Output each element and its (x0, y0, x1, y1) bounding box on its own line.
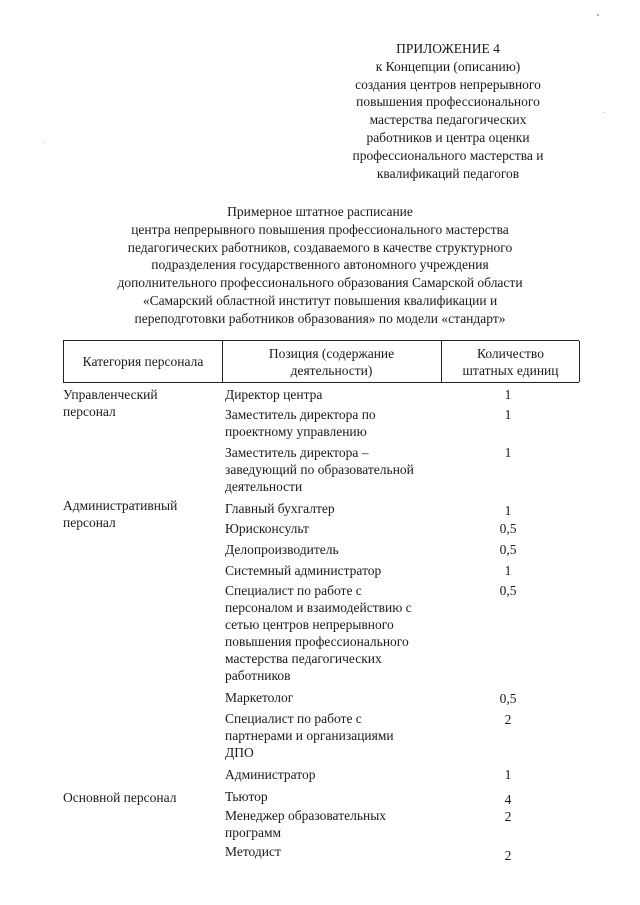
table-row (225, 766, 440, 783)
appendix-line: к Концепции (описанию) (375, 58, 521, 74)
table-row (225, 843, 440, 860)
position-line: сетью центров непрерывного (225, 617, 394, 632)
scan-speck (604, 112, 605, 113)
table-row (225, 582, 440, 684)
header-line: Позиция (содержание (268, 345, 395, 361)
header-line: штатных единиц (462, 362, 559, 378)
appendix-line: квалификаций педагогов (376, 165, 520, 181)
title-line: педагогических работников, создаваемого в качестве структурного (127, 239, 513, 255)
position-line: Специалист по работе с (225, 711, 362, 726)
position-line: персоналом и взаимодействию с (225, 600, 412, 615)
table-row (225, 788, 440, 805)
position-line: Юрисконсульт (225, 521, 309, 536)
position-line: Маркетолог (225, 690, 294, 705)
category-line: персонал (63, 515, 116, 530)
table-row (225, 444, 440, 495)
position-line: партнерами и организациями (225, 728, 394, 743)
position-line: Заместитель директора – (225, 445, 369, 460)
category-core (63, 789, 219, 806)
appendix-block (330, 40, 566, 182)
position-line: Делопроизводитель (225, 542, 339, 557)
table-row (225, 406, 440, 440)
position-line: Менеджер образовательных (225, 808, 387, 823)
quantity-cell: 0,5 (499, 691, 517, 706)
scan-speck (43, 142, 44, 143)
position-line: Главный бухгалтер (225, 501, 335, 516)
position-line: Заместитель директора по (225, 407, 376, 422)
table-row (225, 500, 440, 517)
quantity-cell: 2 (504, 848, 512, 863)
position-line: Системный администратор (225, 563, 382, 578)
quantity-cell: 1 (504, 407, 512, 422)
header-line: Количество (477, 345, 544, 361)
scan-speck (597, 14, 599, 16)
position-line: Тьютор (225, 789, 268, 804)
table-row (225, 386, 440, 403)
quantity-cell: 1 (504, 503, 512, 518)
title-line: дополнительного профессионального образования Самарской области (117, 275, 523, 291)
category-administrative (63, 497, 219, 531)
quantity-cell: 1 (504, 387, 512, 402)
title-line: центра непрерывного повышения профессионального мастерства (131, 221, 509, 237)
category-line: Управленческий (63, 387, 158, 402)
category-line: Административный (63, 498, 178, 513)
staff-table (63, 340, 579, 863)
title-line: подразделения государственного автономного учреждения (151, 257, 489, 273)
category-line: Основной персонал (63, 790, 177, 805)
appendix-line: работников и центра оценки (366, 129, 530, 145)
position-line: мастерства педагогических (225, 651, 382, 666)
table-row (225, 562, 440, 579)
position-line: деятельности (225, 479, 303, 494)
position-line: Специалист по работе с (225, 583, 362, 598)
position-line: ДПО (225, 745, 254, 760)
quantity-cell: 1 (504, 767, 512, 782)
header-line: деятельности) (290, 362, 373, 378)
table-row (225, 807, 440, 841)
position-line: Администратор (225, 767, 316, 782)
category-managerial (63, 386, 219, 420)
position-line: Методист (225, 844, 281, 859)
title-line: переподготовки работников образования» по модели «стандарт» (134, 310, 506, 326)
quantity-cell: 2 (504, 712, 512, 727)
header-position (222, 341, 442, 382)
table-row (225, 710, 440, 761)
quantity-cell: 0,5 (499, 583, 517, 598)
appendix-line: ПРИЛОЖЕНИЕ 4 (396, 41, 500, 56)
position-line: повышения профессионального (225, 634, 409, 649)
quantity-cell: 4 (504, 792, 512, 807)
header-line: Категория персонала (82, 354, 204, 369)
quantity-cell: 1 (504, 445, 512, 460)
header-quantity (442, 341, 580, 382)
table-header (63, 340, 579, 383)
position-line: проектному управлению (225, 424, 367, 439)
appendix-line: мастерства педагогических (369, 112, 527, 128)
quantity-cell: 1 (504, 563, 512, 578)
table-row (225, 689, 440, 706)
position-line: Директор центра (225, 387, 323, 402)
quantity-cell: 0,5 (499, 542, 517, 557)
appendix-line: повышения профессионального (356, 94, 540, 110)
quantity-cell: 2 (504, 809, 512, 824)
position-line: программ (225, 825, 282, 840)
position-line: работников (225, 668, 291, 683)
appendix-line: профессионального мастерства и (352, 147, 544, 163)
title-line: «Самарский областной институт повышения квалификации и (142, 292, 498, 308)
quantity-cell: 0,5 (499, 521, 517, 536)
header-category (63, 341, 223, 382)
category-line: персонал (63, 404, 116, 419)
table-row (225, 541, 440, 558)
document-title (60, 203, 580, 328)
table-row (225, 520, 440, 537)
title-line: Примерное штатное расписание (227, 204, 413, 219)
position-line: заведующий по образовательной (225, 462, 414, 477)
appendix-line: создания центров непрерывного (355, 76, 541, 92)
